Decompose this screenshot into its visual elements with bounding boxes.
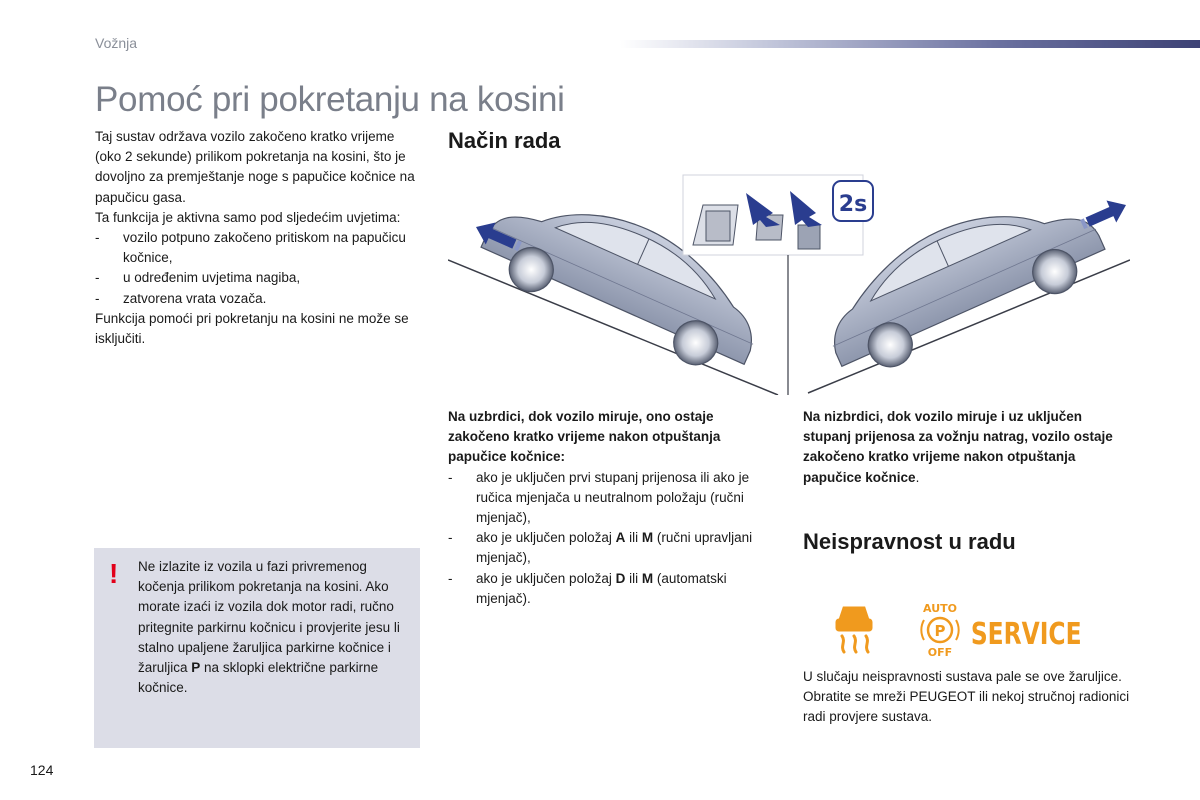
downhill-caption: Na nizbrdici, dok vozilo miruje i uz uključen stupanj prijenosa za vožnju natrag, vozilo ostaje zakočeno kratko vrijeme nakon otpuštanja papučice kočnice. — [803, 409, 1113, 485]
fault-heading: Neispravnost u radu — [803, 529, 1016, 554]
uphill-bullet: - ako je uključen položaj D ili M (automatski mjenjač). — [448, 570, 727, 606]
skid-control-icon — [837, 608, 871, 652]
timer-label: 2s — [838, 192, 868, 217]
uphill-bullet: - ako je uključen prvi stupanj prijenosa ili ako je ručica mjenjača u neutralnom položaju (ručni mjenjač), — [448, 469, 750, 526]
svg-text:AUTO: AUTO — [923, 602, 957, 615]
intro-paragraph-1: Taj sustav održava vozilo zakočeno kratko vrijeme (oko 2 sekunde) prilikom pokretanja na kosini, što je dovoljno za premještanje noge s papučice kočnice na papučicu gasa. — [95, 129, 415, 205]
page-number: 124 — [30, 762, 54, 778]
intro-bullet: - u određenim uvjetima nagiba, — [95, 270, 301, 286]
fault-text: U slučaju neispravnosti sustava pale se ove žaruljice. Obratite se mreži PEUGEOT ili nekoj stručnoj radionici radi provjere sustava. — [803, 669, 1130, 725]
warning-text: Ne izlazite iz vozila u fazi privremenog kočenja prilikom pokretanja na kosini. Ako morate izaći iz vozila dok motor radi, ručno pritegnite parkirnu kočnicu i provjerite jesu li stalno upaljene žaruljica parkirne kočnice i žaruljica P na sklopki električne parkirne kočnice. — [138, 559, 400, 696]
warning-box — [94, 548, 420, 748]
hill-start-illustration — [448, 165, 1130, 395]
intro-bullet: - vozilo potpuno zakočeno pritiskom na papučicu kočnice, — [95, 230, 406, 266]
service-icon — [971, 617, 1082, 652]
svg-text:P: P — [934, 622, 946, 640]
uphill-caption — [448, 407, 778, 609]
uphill-bullet: - ako je uključen položaj A ili M (ručni upravljani mjenjač), — [448, 530, 753, 566]
svg-text:SERVICE: SERVICE — [970, 617, 1082, 652]
section-label: Vožnja — [95, 35, 138, 51]
warning-icon: ! — [109, 558, 119, 589]
intro-bullet-text: vozilo potpuno zakočeno pritiskom na papučicu kočnice, — [123, 230, 406, 266]
intro-bullet-text: zatvorena vrata vozača. — [123, 290, 267, 306]
uphill-lead: Na uzbrdici, dok vozilo miruje, ono ostaje zakočeno kratko vrijeme nakon otpuštanja papučice kočnice: — [448, 409, 721, 465]
intro-bullet: - zatvorena vrata vozača. — [95, 290, 267, 306]
intro-paragraph-2: Ta funkcija je aktivna samo pod sljedećim uvjetima: — [95, 209, 401, 225]
page-title: Pomoć pri pokretanju na kosini — [95, 80, 565, 119]
intro-bullet-text: u određenim uvjetima nagiba, — [123, 270, 301, 286]
header-gradient-bar — [620, 40, 1200, 48]
mode-heading: Način rada — [448, 128, 561, 153]
auto-p-off-icon — [921, 602, 958, 658]
intro-text — [95, 127, 415, 349]
svg-text:OFF: OFF — [927, 646, 953, 658]
warning-lamps — [830, 598, 1130, 658]
intro-paragraph-3: Funkcija pomoći pri pokretanju na kosini ne može se isključiti. — [95, 310, 409, 347]
